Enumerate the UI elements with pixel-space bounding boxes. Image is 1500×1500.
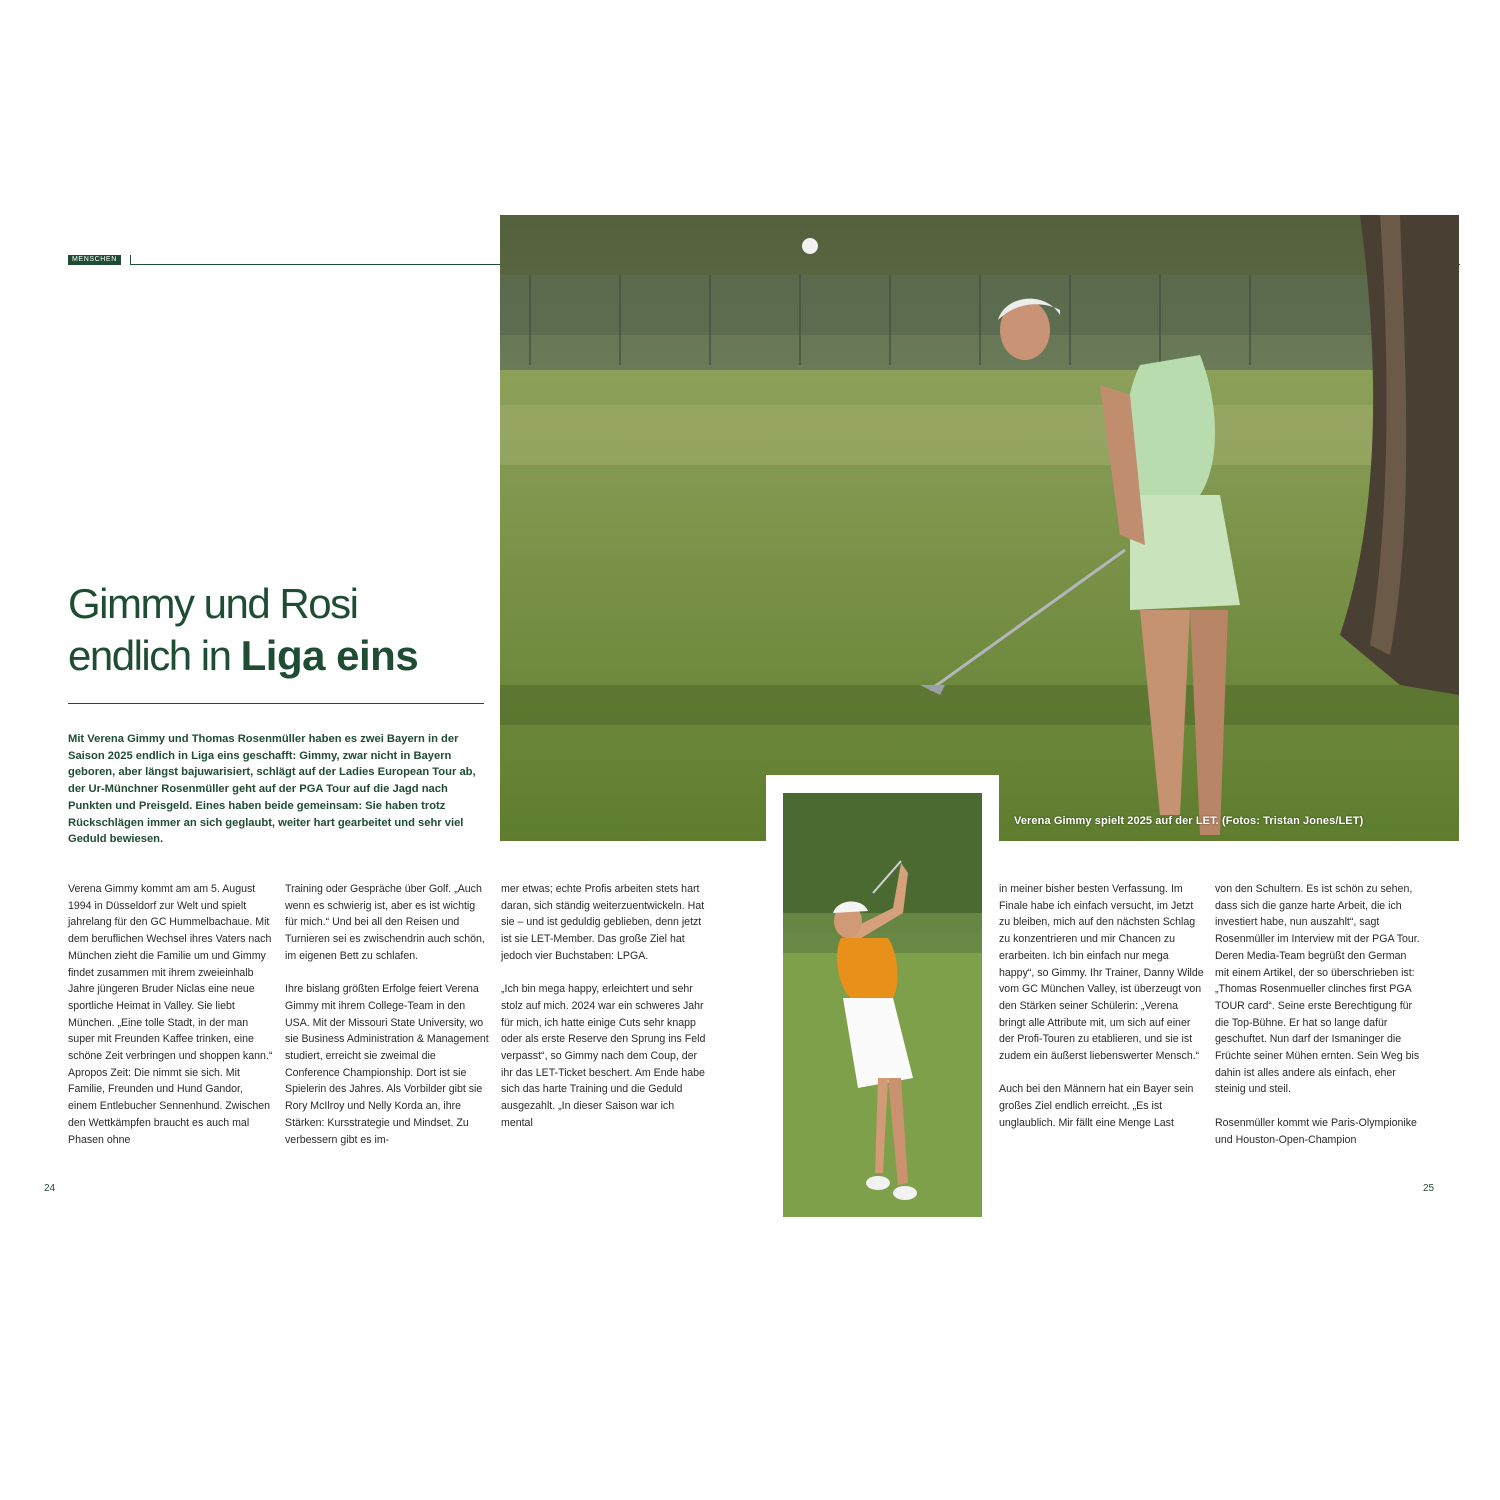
- body-column-4: [999, 881, 1204, 1132]
- section-tag: MENSCHEN: [68, 255, 121, 265]
- body-column-1: [68, 881, 273, 1148]
- paragraph: in meiner bisher besten Verfassung. Im Finale habe ich einfach versucht, im Jetzt zu bleiben, mich auf den nächsten Schlag zu konzentrieren und mir Chancen zu erarbeiten. Ich bin einfach nur mega happy“, so Gimmy. Ihr Trainer, Danny Wilde vom GC München Valley, ist überzeugt von den Stärken seiner Schülerin: „Verena bringt alle Attribute mit, um sich auf einer der Profi-Touren zu etablieren, und sie ist zudem ein äußerst liebenswerter Mensch.“: [999, 883, 1204, 1063]
- photo-caption: Verena Gimmy spielt 2025 auf der LET. (Fotos: Tristan Jones/LET): [1014, 815, 1364, 827]
- inset-photo-illustration: [783, 793, 982, 1217]
- paragraph: Ihre bislang größten Erfolge feiert Verena Gimmy mit ihrem College-Team in den USA. Mit der Missouri State University, wo sie Business Administration & Management studiert, erreicht sie zweimal die Conference Championship. Dort ist sie Spielerin des Jahres. Als Vorbilder gibt sie Rory McIlroy und Nelly Korda an, ihre Stärken: Kursstrategie und Mindset. Zu verbessern gibt es im-: [285, 983, 489, 1146]
- page-number-left: 24: [44, 1183, 56, 1194]
- page-number-right: 25: [1423, 1183, 1435, 1194]
- article-lead: Mit Verena Gimmy und Thomas Rosenmüller haben es zwei Bayern in der Saison 2025 endlich in Liga eins geschafft: Gimmy, zwar nicht in Bayern geboren, aber längst bajuwarisiert, schlägt auf der Ladies European Tour ab, der Ur-Münchner Rosenmüller geht auf der PGA Tour auf die Jagd nach Punkten und Preisgeld. Eines haben beide gemeinsam: Sie haben trotz Rückschlägen immer an sich geglaubt, weiter hart gearbeitet und sehr viel Geduld bewiesen.: [68, 733, 476, 846]
- headline-line-1: Gimmy und Rosi: [68, 580, 358, 627]
- main-photo-illustration: [500, 215, 1459, 841]
- paragraph: Training oder Gespräche über Golf. „Auch wenn es schwierig ist, aber es ist wichtig für mich.“ Und bei all den Reisen und Turnieren sei es zwischendrin auch schön, im eigenen Bett zu schlafen.: [285, 883, 485, 962]
- main-photo-golfer-chip-shot: [500, 215, 1459, 841]
- headline-line-2-bold: Liga eins: [240, 632, 419, 679]
- article-headline: [68, 578, 498, 682]
- body-column-5: [1215, 881, 1420, 1148]
- headline-divider: [68, 703, 484, 704]
- inset-photo-golfer-swing: [783, 793, 982, 1217]
- paragraph: Verena Gimmy kommt am am 5. August 1994 in Düsseldorf zur Welt und spielt jahrelang für den GC Hummelbachaue. Mit dem beruflichen Wechsel ihres Vaters nach München zieht die Familie um und Gimmy findet zusammen mit ihrem zweieinhalb Jahre jüngeren Bruder Niclas eine neue sportliche Heimat in Valley. Sie liebt München. „Eine tolle Stadt, in der man super mit Freunden Kaffee trinken, eine schöne Zeit verbringen und shoppen kann.“ Apropos Zeit: Die nimmt sie sich. Mit Familie, Freunden und Hund Gandor, einem Entlebucher Sennenhund. Zwischen den Wettkämpfen braucht es auch mal Phasen ohne: [68, 883, 273, 1146]
- body-column-3: [501, 881, 706, 1132]
- paragraph: Rosenmüller kommt wie Paris-Olympionike und Houston-Open-Champion: [1215, 1116, 1417, 1146]
- paragraph: „Ich bin mega happy, erleichtert und sehr stolz auf mich. 2024 war ein schweres Jahr für mich, ich hatte einige Cuts sehr knapp oder als erste Reserve den Sprung ins Feld verpasst“, so Gimmy nach dem Coup, der ihr das LET-Ticket beschert. Am Ende habe sich das harte Training und die Geduld ausgezahlt. „In dieser Saison war ich mental: [501, 983, 706, 1129]
- body-column-2: [285, 881, 490, 1148]
- headline-line-2-light: endlich in: [68, 632, 241, 679]
- paragraph: von den Schultern. Es ist schön zu sehen, dass sich die ganze harte Arbeit, die ich investiert habe, nun auszahlt“, sagt Rosenmüller im Interview mit der PGA Tour. Deren Media-Team begrüßt den German mit einem Artikel, der so überschrieben ist: „Thomas Rosenmueller clinches first PGA TOUR card“. Seine erste Berechtigung für die Top-Bühne. Er hat so lange dafür geschuftet. Nun darf der Ismaninger die Früchte seiner Mühen ernten. Sein Weg bis dahin ist alles andere als einfach, eher steinig und steil.: [1215, 883, 1420, 1096]
- paragraph: Auch bei den Männern hat ein Bayer sein großes Ziel endlich erreicht. „Es ist unglaublich. Mir fällt eine Menge Last: [999, 1083, 1194, 1129]
- paragraph: mer etwas; echte Profis arbeiten stets hart daran, sich ständig weiterzuentwickeln. Hat sie – und ist geduldig geblieben, denn jetzt ist sie LET-Member. Das große Ziel hat jedoch vier Buchstaben: LPGA.: [501, 883, 705, 962]
